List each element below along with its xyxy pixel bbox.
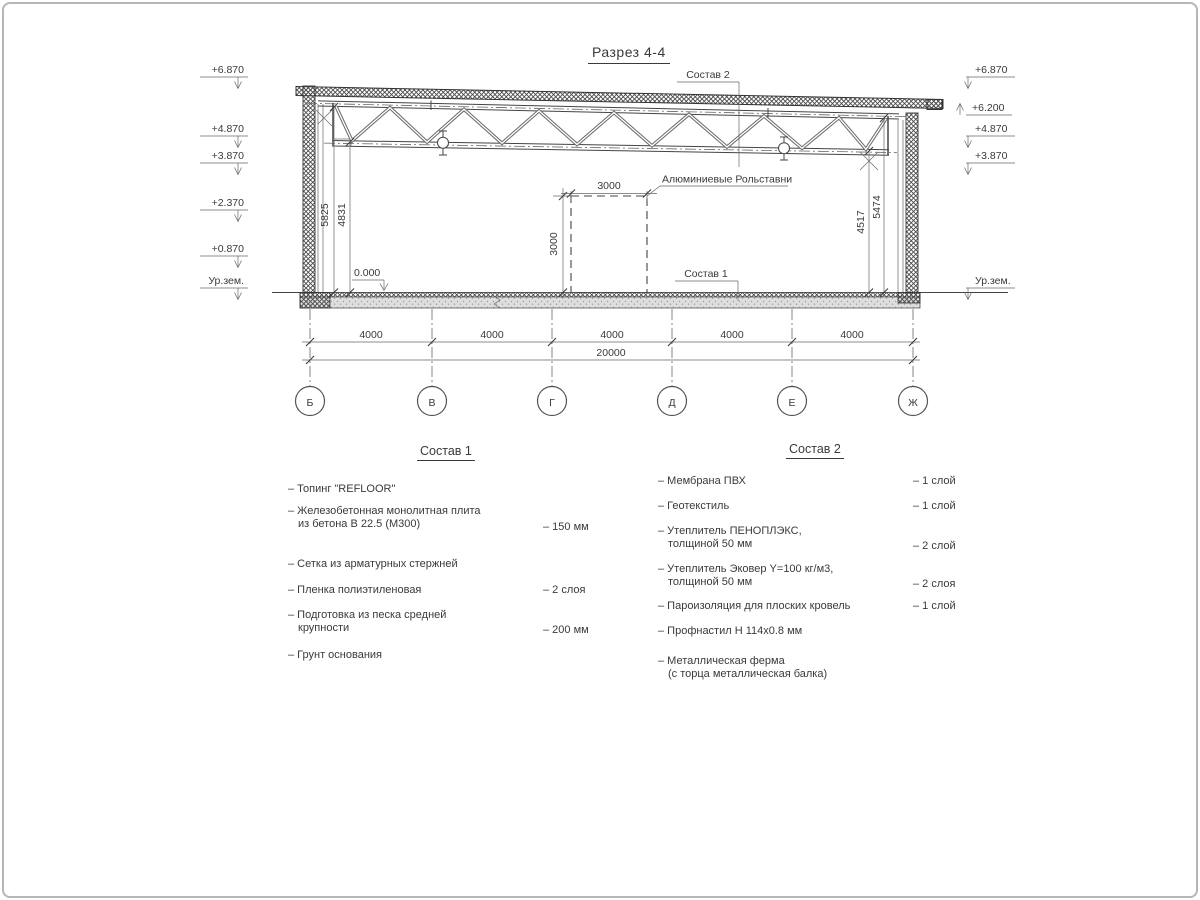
list-item: – Грунт основания bbox=[288, 649, 382, 661]
truss-splice-right bbox=[779, 137, 790, 160]
shutter-label: Алюминиевые Рольставни bbox=[662, 173, 793, 186]
elev-right-6200: +6.200 bbox=[972, 102, 1005, 114]
elev-right-ground: Ур.зем. bbox=[975, 275, 1011, 287]
list-item-value: – 150 мм bbox=[543, 521, 589, 533]
elev-left-3870: +3.870 bbox=[211, 150, 244, 162]
list-item: из бетона В 22.5 (М300) bbox=[298, 518, 421, 530]
list-item: – Пароизоляция для плоских кровель bbox=[658, 600, 851, 612]
dim-right-outer: 5474 bbox=[871, 195, 883, 219]
elev-left-6870: +6.870 bbox=[211, 64, 244, 76]
truss bbox=[306, 101, 908, 171]
svg-text:Состав 2: Состав 2 bbox=[686, 69, 730, 81]
list-item: толщиной 50 мм bbox=[668, 538, 753, 550]
sostav1-title: Состав 1 bbox=[417, 444, 475, 461]
axis-label-zh: Ж bbox=[908, 397, 918, 409]
roof bbox=[296, 87, 943, 110]
roof-end-cap bbox=[927, 100, 942, 110]
sostav1-list bbox=[288, 478, 588, 678]
list-item: – Профнастил Н 114х0.8 мм bbox=[658, 625, 803, 637]
list-item: – Утеплитель ПЕНОПЛЭКС, bbox=[658, 525, 802, 537]
axis-label-b: Б bbox=[306, 397, 314, 409]
bay-dimensions bbox=[302, 309, 920, 386]
dim-left-outer: 5825 bbox=[319, 203, 331, 227]
elev-right-6870: +6.870 bbox=[975, 64, 1008, 76]
elev-right-4870: +4.870 bbox=[975, 123, 1008, 135]
list-item: крупности bbox=[298, 622, 350, 634]
list-item-value: – 1 слой bbox=[913, 500, 956, 512]
svg-text:0.000: 0.000 bbox=[354, 267, 381, 279]
dim-shutter-width: 3000 bbox=[597, 180, 621, 192]
list-item: (с торца металлическая балка) bbox=[668, 668, 828, 680]
left-wall bbox=[303, 86, 323, 293]
dim-bay-4: 4000 bbox=[720, 329, 744, 341]
sostav2-title: Состав 2 bbox=[786, 442, 844, 459]
dim-total: 20000 bbox=[596, 347, 626, 359]
vertical-dims bbox=[319, 103, 888, 297]
list-item: – Железобетонная монолитная плита bbox=[288, 505, 481, 517]
roller-shutter bbox=[548, 174, 792, 299]
list-item-value: – 2 слоя bbox=[543, 584, 586, 596]
foundation-right bbox=[898, 293, 920, 304]
axis-label-d: Д bbox=[668, 397, 676, 409]
foundation-left bbox=[300, 293, 330, 309]
list-item: – Подготовка из песка средней bbox=[288, 609, 447, 621]
list-item: – Геотекстиль bbox=[658, 500, 730, 512]
axis-bubbles bbox=[296, 387, 928, 416]
dim-right-inner: 4517 bbox=[855, 210, 867, 234]
elev-right-3870: +3.870 bbox=[975, 150, 1008, 162]
list-item: – Металлическая ферма bbox=[658, 655, 785, 667]
dim-bay-1: 4000 bbox=[359, 329, 383, 341]
dim-bay-2: 4000 bbox=[480, 329, 504, 341]
right-wall bbox=[898, 113, 918, 293]
list-item: – Сетка из арматурных стержней bbox=[288, 558, 458, 570]
svg-text:Состав 1: Состав 1 bbox=[684, 268, 728, 280]
zero-level-mark bbox=[352, 267, 388, 291]
elev-left-0870: +0.870 bbox=[211, 243, 244, 255]
section-title: Разрез 4-4 bbox=[588, 44, 670, 64]
list-item-value: – 1 слой bbox=[913, 600, 956, 612]
list-item: толщиной 50 мм bbox=[668, 576, 753, 588]
list-item-value: – 200 мм bbox=[543, 624, 589, 636]
list-item: – Утеплитель Эковер Y=100 кг/м3, bbox=[658, 563, 834, 575]
floor-slab bbox=[272, 293, 1008, 309]
truss-splice-left bbox=[438, 131, 449, 155]
dim-bay-5: 4000 bbox=[840, 329, 864, 341]
dim-shutter-height: 3000 bbox=[548, 232, 560, 256]
axis-label-v: В bbox=[428, 397, 436, 409]
axis-label-e: Е bbox=[788, 397, 796, 409]
elev-left-4870: +4.870 bbox=[211, 123, 244, 135]
sostav2-list bbox=[658, 470, 968, 690]
list-item-value: – 1 слой bbox=[913, 475, 956, 487]
elevation-marks-left bbox=[200, 64, 248, 300]
dim-bay-3: 4000 bbox=[600, 329, 624, 341]
list-item: – Топинг "REFLOOR" bbox=[288, 483, 396, 495]
elev-left-ground: Ур.зем. bbox=[208, 275, 244, 287]
list-item: – Пленка полиэтиленовая bbox=[288, 584, 422, 596]
list-item: – Мембрана ПВХ bbox=[658, 475, 746, 487]
axis-label-g: Г bbox=[549, 397, 555, 409]
elev-left-2370: +2.370 bbox=[211, 197, 244, 209]
list-item-value: – 2 слоя bbox=[913, 578, 956, 590]
list-item-value: – 2 слой bbox=[913, 540, 956, 552]
elevation-marks-right bbox=[957, 64, 1016, 300]
dim-left-inner: 4831 bbox=[336, 203, 348, 227]
